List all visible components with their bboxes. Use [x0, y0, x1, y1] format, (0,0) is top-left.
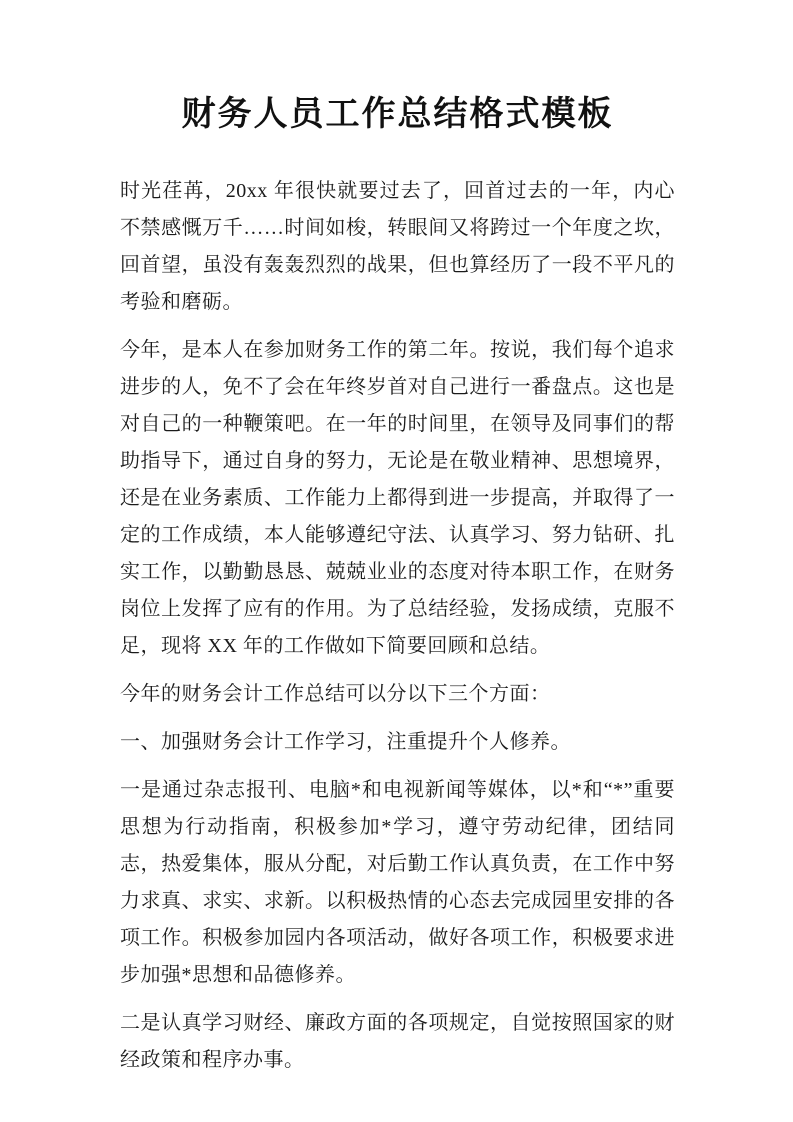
paragraph-year-review: 今年，是本人在参加财务工作的第二年。按说，我们每个追求进步的人，免不了会在年终岁首对自己进行一番盘点。这也是对自己的一种鞭策吧。在一年的时间里，在领导及同事们的帮助指导下，通过自身的努力，无论是在敬业精神、思想境界，还是在业务素质、工作能力上都得到进一步提高，并取得了一定的工作成绩，本人能够遵纪守法、认真学习、努力钻研、扎实工作，以勤勤恳恳、兢兢业业的态度对待本职工作，在财务岗位上发挥了应有的作用。为了总结经验，发扬成绩，克服不足，现将 XX 年的工作做如下简要回顾和总结。: [120, 339, 675, 657]
paragraph-point-two: 二是认真学习财经、廉政方面的各项规定，自觉按照国家的财经政策和程序办事。: [120, 1012, 675, 1071]
document-title: 财务人员工作总结格式模板: [181, 96, 614, 133]
paragraph-summary-lead: 今年的财务会计工作总结可以分以下三个方面：: [120, 683, 551, 705]
paragraph-intro: 时光荏苒，20xx 年很快就要过去了，回首过去的一年，内心不禁感慨万千……时间如梭，转眼间又将跨过一个年度之坎，回首望，虽没有轰轰烈烈的战果，但也算经历了一段不平凡的考验和磨砺。: [120, 180, 675, 313]
paragraph-section-one-heading: 一、加强财务会计工作学习，注重提升个人修养。: [120, 731, 571, 753]
paragraph-point-one: 一是通过杂志报刊、电脑*和电视新闻等媒体，以*和“*”重要思想为行动指南，积极参加*学习，遵守劳动纪律，团结同志，热爱集体，服从分配，对后勤工作认真负责，在工作中努力求真、求实、求新。以积极热情的心态去完成园里安排的各项工作。积极参加园内各项活动，做好各项工作，积极要求进步加强*思想和品德修养。: [120, 779, 675, 986]
